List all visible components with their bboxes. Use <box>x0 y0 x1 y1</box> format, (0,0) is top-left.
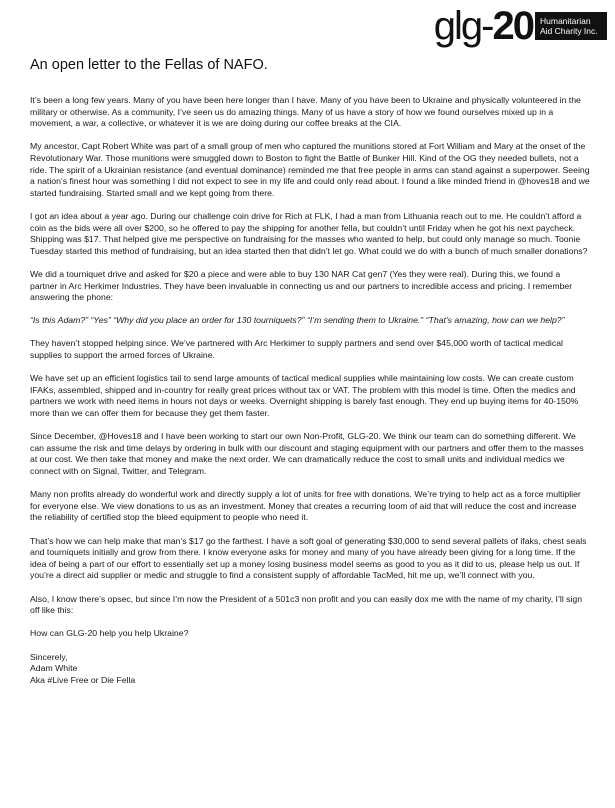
paragraph-force-multiplier: Many non profits already do wonderful work and directly supply a lot of units for free with donations. We’re trying to help act as a force multiplier for everyone else. We view donations to us as an investment. Money that creates a recurring loom of aid that will reduce the cost and increase the reliability of certified stop the bleed equipment to people who need it. <box>30 489 581 523</box>
paragraph-idea: I got an idea about a year ago. During our challenge coin drive for Rich at FLK, I had a man from Lithuania reach out to me. He couldn’t afford a coin as the bids were all over $200, so he offered to pay the shipping for another fella, but couldn’t until Friday when he got his next paycheck. Shipping was $17. That helped give me perspective on fundraising for the masses who wanted to help, but could only manage so much. Toonie Tuesday started this method of fundraising, but an idea started then that didn’t let go. What could we do with a bunch of much smaller donations? <box>30 210 588 256</box>
paragraph-nonprofit: Since December, @Hoves18 and I have been working to start our own Non-Profit, GLG-20. We think our team can do something different. We can assume the risk and time delays by ordering in bulk with our discount and staging equipment with our partners and offer them to the masses at our cost. We then take that money and make the next order. We can dramatically reduce the cost to small units and individual medics we connect with on Signal, Twitter, and Telegram. <box>30 431 584 476</box>
paragraph-goal: That’s how we can help make that man’s $17 go the farthest. I have a soft goal of generating $30,000 to send several pallets of ifaks, chest seals and tourniquets initially and grow from there. I know everyone asks for money and many of you have already been giving for a long time. If the idea of being a part of our effort to essentially set up a money losing business model seems as good to you as it did to us, please help us out. If you’re a direct aid supplier or medic and struggle to find a consistent supply of affordable TacMed, hit me up, we’ll connect with you. <box>30 535 587 581</box>
paragraph-opsec: Also, I know there’s opsec, but since I’m now the President of a 501c3 non profit and you can easily dox me with the name of my charity, I’ll sign off like this: <box>30 593 583 616</box>
paragraph-phone-quote: “Is this Adam?” “Yes” “Why did you place an order for 130 tourniquets?” “I’m sending them to Ukraine.” “That’s amazing, how can we help?” <box>30 315 565 326</box>
logo-wordmark-20: 20 <box>492 4 533 48</box>
paragraph-partnership: They haven’t stopped helping since. We’ve partnered with Arc Herkimer to supply partners and send over $45,000 worth of tactical medical supplies to support the armed forces of Ukraine. <box>30 338 563 361</box>
letter-title: An open letter to the Fellas of NAFO. <box>30 57 268 73</box>
logo-tagline-line-2: Aid Charity Inc. <box>540 26 598 36</box>
paragraph-ancestor: My ancestor, Capt Robert White was part of a small group of men who captured the munitions stored at Fort William and Mary at the onset of the Revolutionary War. Those munitions were smuggled down to Boston to fight the Battle of Bunker Hill. Kind of the OG they needed bullets, not a ride. The spirit of a Ukrainian resistance (and eventual dominance) reminded me that free people in arms can stand against a superpower. Seeing a nation’s finest hour was something I did not expect to see in my life and could only read about. I found a like minded friend in @hoves18 and we started fundraising. Started small and we kept going from there. <box>30 141 590 198</box>
paragraph-logistics: We have set up an efficient logistics tail to send large amounts of tactical medical supplies while maintaining low costs. We can create custom IFAKs, assembled, shipped and in-country for really great prices without tax or VAT. The problem with this model is time. Often the medics and partners we work with need items in hours not days or weeks. Overnight shipping is barely fast enough. They end up buying items for 40-150% more than we can offer them for because they get them faster. <box>30 373 579 419</box>
logo-tagline-line-1: Humanitarian <box>540 16 591 26</box>
paragraph-tourniquet-drive: We did a tourniquet drive and asked for $20 a piece and were able to buy 130 NAR Cat gen7 (Yes they were real). During this, we found a partner in Arc Herkimer Industries. They have been invaluable in connecting us and our partners to incredible access and pricing. I remember answering the phone: <box>30 268 573 303</box>
logo-tagline-box <box>535 12 607 40</box>
signoff: Sincerely, <box>30 651 68 662</box>
signature-aka: Aka #Live Free or Die Fella <box>30 674 136 685</box>
paragraph-closing-question: How can GLG-20 help you help Ukraine? <box>30 628 189 639</box>
signature-name: Adam White <box>30 663 78 674</box>
logo-wordmark-glg: glg- <box>433 4 493 48</box>
logo-wordmark <box>434 6 533 46</box>
charity-logo <box>434 6 607 46</box>
paragraph-intro: It’s been a long few years. Many of you have been here longer than I have. Many of you have been to Ukraine and physically volunteered in the military or otherwise. As a community, I’ve seen us do amazing things. Many of us have a story of how we found ourselves mixed up in a movement, a war, a collective, or whatever it is we are doing during our coffee breaks at the CIA. <box>30 95 581 129</box>
letter-body <box>30 95 590 686</box>
